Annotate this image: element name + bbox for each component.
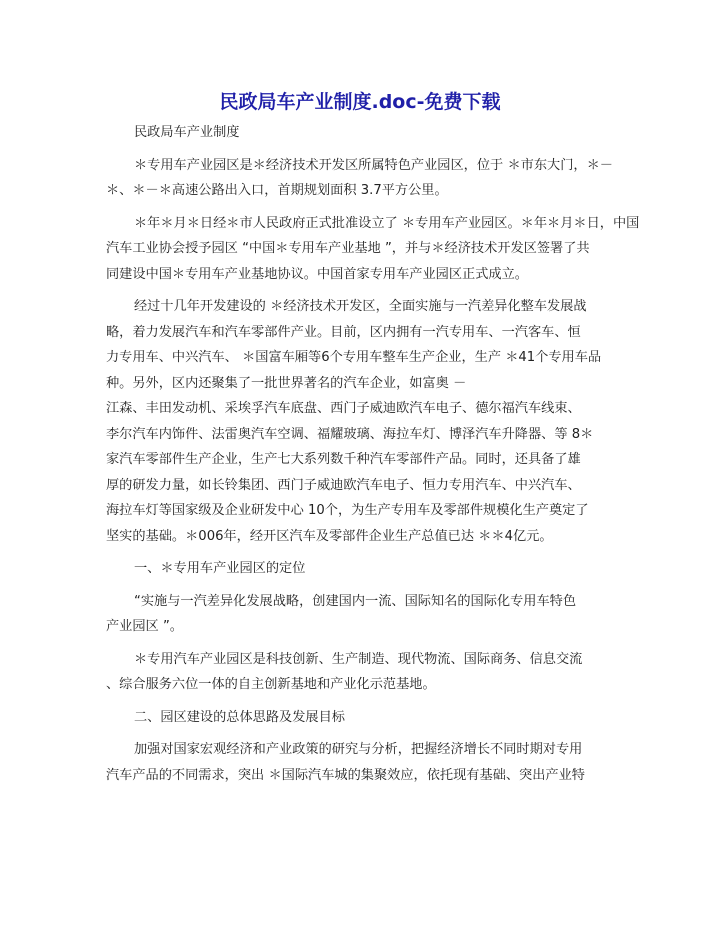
text-line: 力专用车、中兴汽车、 ＊国富车厢等6个专用车整车生产企业，生产 ＊41个专用车品 <box>106 350 602 365</box>
text-line: 产业园区 ”。 <box>106 619 183 634</box>
text-line: 经过十几年开发建设的 ＊经济技术开发区，全面实施与一汽差异化整车发展战 <box>134 299 587 314</box>
paragraph <box>106 589 616 640</box>
text-line: 加强对国家宏观经济和产业政策的研究与分析，把握经济增长不同时期对专用 <box>134 742 583 757</box>
paragraph-gap <box>106 549 616 556</box>
document-subtitle: 民政局车产业制度 <box>134 125 240 140</box>
section-heading <box>106 705 616 731</box>
paragraph-gap <box>106 640 616 647</box>
paragraph-gap <box>106 146 616 153</box>
text-line: 李尔汽车内饰件、法雷奥汽车空调、福耀玻璃、海拉车灯、博泽汽车升降器、等 8＊ <box>106 426 594 442</box>
section-heading-text: 一、＊专用车产业园区的定位 <box>134 561 306 576</box>
document-body <box>106 120 640 788</box>
text-line: 海拉车灯等国家级及企业研发中心 10个，为生产专用车及零部件规模化生产奠定了 <box>106 503 589 518</box>
section-heading-text: 二、园区建设的总体思路及发展目标 <box>134 709 345 725</box>
paragraph-gap <box>106 582 616 589</box>
text-line: 略，着力发展汽车和汽车零部件产业。目前，区内拥有一汽专用车、一汽客车、恒 <box>106 324 581 340</box>
text-line: “实施与一汽差异化发展战略，创建国内一流、国际知名的国际化专用车特色 <box>134 593 577 609</box>
text-line: 厚的研发力量，如长铃集团、西门子威迪欧汽车电子、恒力专用汽车、中兴汽车、 <box>106 477 581 493</box>
text-line: 坚实的基础。＊006年，经开区汽车及零部件企业生产总值已达 ＊＊4亿元。 <box>106 528 553 544</box>
text-line: ＊专用车产业园区是＊经济技术开发区所属特色产业园区，位于 ＊市东大门，＊－ <box>134 157 613 173</box>
document-title: 民政局车产业制度.doc-免费下载 <box>219 91 501 113</box>
text-line: 种。另外，区内还聚集了一批世界著名的汽车企业，如富奥 － <box>106 375 467 391</box>
text-line: 汽车产品的不同需求，突出 ＊国际汽车城的集聚效应，依托现有基础、突出产业特 <box>106 767 585 783</box>
paragraph-gap <box>106 204 616 211</box>
text-line: 、综合服务六位一体的自主创新基地和产业化示范基地。 <box>106 677 436 692</box>
paragraph <box>106 153 616 204</box>
text-line: 家汽车零部件生产企业，生产七大系列数千种汽车零部件产品。同时，还具备了雄 <box>106 452 581 467</box>
text-line: ＊专用汽车产业园区是科技创新、生产制造、现代物流、国际商务、信息交流 <box>134 651 583 667</box>
paragraph <box>106 647 616 698</box>
text-line: ＊年＊月＊日经＊市人民政府正式批准设立了 ＊专用车产业园区。＊年＊月＊日，中国 <box>134 215 640 231</box>
paragraph <box>106 294 616 549</box>
text-line: 汽车工业协会授予园区 “中国＊专用车产业基地 ”，并与＊经济技术开发区签署了共 <box>106 241 590 256</box>
paragraph <box>106 211 640 288</box>
paragraph-gap <box>106 698 616 705</box>
text-line: ＊、＊－＊高速公路出入口，首期规划面积 3.7平方公里。 <box>106 183 448 198</box>
paragraph-gap <box>106 287 616 294</box>
paragraph-gap <box>106 730 616 737</box>
text-line: 江森、丰田发动机、采埃孚汽车底盘、西门子威迪欧汽车电子、德尔福汽车线束、 <box>106 401 581 416</box>
text-line: 同建设中国＊专用车产业基地协议。中国首家专用车产业园区正式成立。 <box>106 266 528 282</box>
paragraph <box>106 737 616 788</box>
section-heading <box>106 556 616 582</box>
